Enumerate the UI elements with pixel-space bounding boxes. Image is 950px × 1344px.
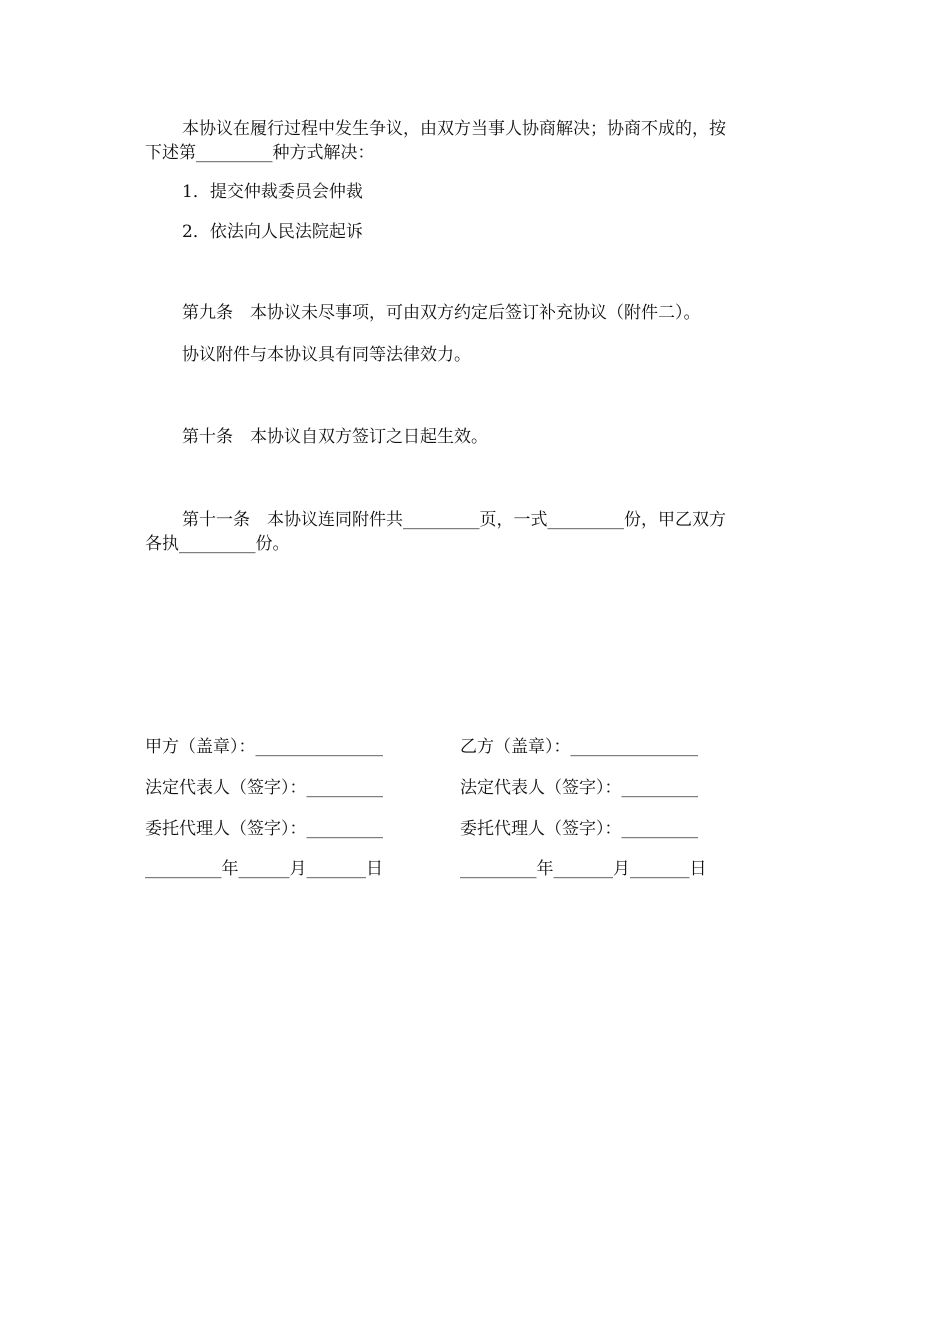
article9-text: 第九条 本协议未尽事项，可由双方约定后签订补充协议（附件二）。 bbox=[182, 303, 701, 323]
party-b-agent: 委托代理人（签字）：_________ bbox=[460, 819, 698, 839]
party-b-date: _________年_______月_______日 bbox=[460, 859, 707, 879]
party-a-date: _________年______月_______日 bbox=[145, 859, 383, 879]
article10-text: 第十条 本协议自双方签订之日起生效。 bbox=[182, 427, 488, 447]
party-a-agent: 委托代理人（签字）：_________ bbox=[145, 819, 383, 839]
party-a-legal-rep: 法定代表人（签字）：_________ bbox=[145, 778, 383, 798]
article8-option2: 2．依法向人民法院起诉 bbox=[182, 222, 363, 242]
party-a-seal: 甲方（盖章）：_______________ bbox=[145, 737, 383, 757]
article11-line2: 各执_________份。 bbox=[145, 534, 290, 554]
article8-option1: 1．提交仲裁委员会仲裁 bbox=[182, 182, 363, 202]
article9-text2: 协议附件与本协议具有同等法律效力。 bbox=[182, 345, 471, 365]
party-b-seal: 乙方（盖章）：_______________ bbox=[460, 737, 698, 757]
party-b-legal-rep: 法定代表人（签字）：_________ bbox=[460, 778, 698, 798]
article11-line1: 第十一条 本协议连同附件共_________页，一式_________份，甲乙双方 bbox=[182, 510, 726, 530]
article8-line2: 下述第_________种方式解决： bbox=[145, 143, 375, 163]
article8-line1: 本协议在履行过程中发生争议，由双方当事人协商解决；协商不成的，按 bbox=[182, 119, 726, 139]
